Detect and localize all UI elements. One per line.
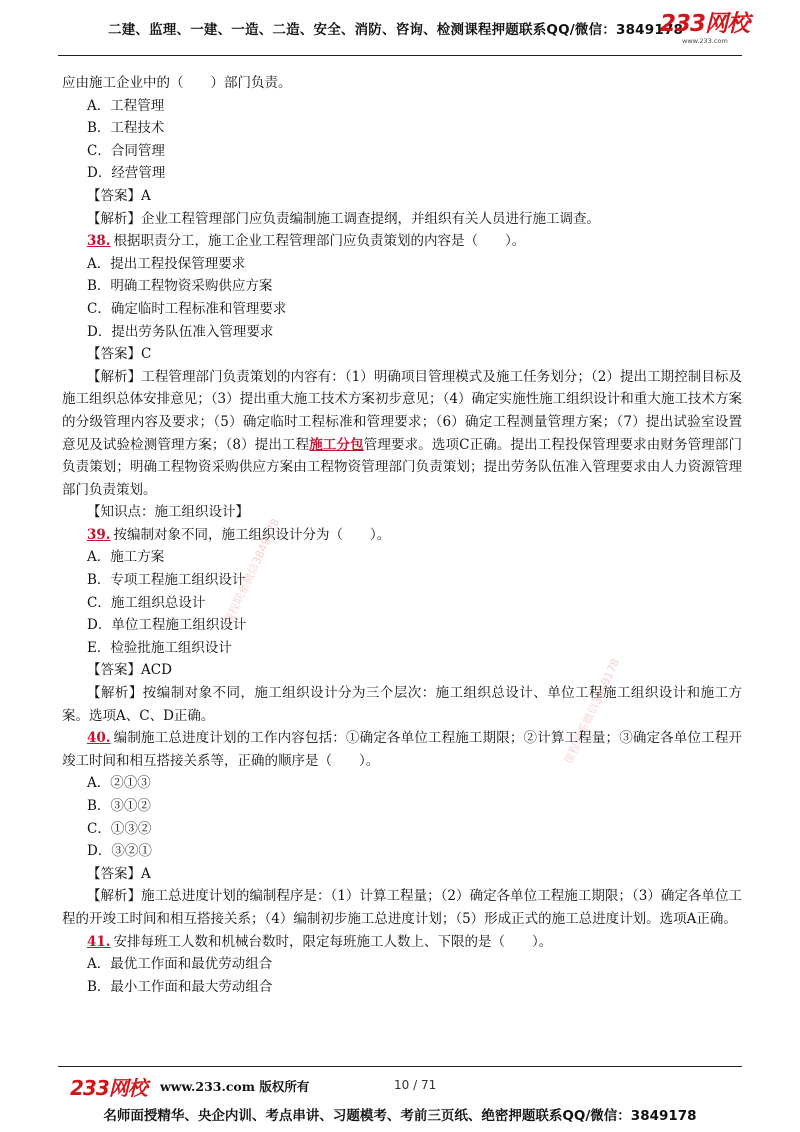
question-40-stem	[62, 727, 742, 772]
option: C．施工组织总设计	[87, 594, 206, 611]
analysis-paragraph	[62, 682, 742, 727]
question-41-stem	[62, 931, 742, 954]
answer-label: 【答案】	[87, 187, 141, 204]
analysis-paragraph	[62, 208, 742, 231]
question-text: 按编制对象不同，施工组织设计分为（ ）。	[113, 526, 391, 543]
analysis-text: 按编制对象不同，施工组织设计分为三个层次：施工组织总设计、单位工程施工组织设计和施工方案。选项A、C、D正确。	[62, 685, 743, 724]
answer-label: 【答案】	[87, 346, 141, 363]
option: B．最小工作面和最大劳动组合	[87, 978, 273, 995]
question-38-stem	[62, 230, 742, 253]
header-contact-text: 二建、监理、一建、一造、二造、安全、消防、咨询、检测课程押题联系QQ/微信：3849178	[108, 22, 684, 38]
option: C．①③②	[87, 820, 152, 837]
answer-value: ACD	[141, 662, 172, 679]
page-number: 10 / 71	[394, 1078, 437, 1092]
answer-line	[62, 659, 742, 682]
analysis-text: 企业工程管理部门应负责编制施工调查提纲，并组织有关人员进行施工调查。	[141, 210, 600, 227]
option: D．③②①	[87, 843, 152, 860]
option: A．施工方案	[87, 549, 165, 566]
option: B．专项工程施工组织设计	[87, 572, 246, 589]
question-37-stem-tail: 应由施工企业中的（ ）部门负责。	[62, 75, 292, 91]
header-divider	[58, 55, 742, 56]
answer-value: A	[141, 187, 151, 204]
analysis-paragraph	[62, 366, 742, 502]
document-body	[62, 72, 742, 998]
question-number: 38.	[87, 233, 111, 250]
option: C．确定临时工程标准和管理要求	[87, 300, 287, 317]
answer-line	[62, 343, 742, 366]
answer-value: C	[141, 346, 152, 363]
question-text: 安排每班工人数和机械台数时，限定每班施工人数上、下限的是（ ）。	[113, 933, 553, 950]
footer-divider	[58, 1066, 742, 1067]
question-number: 39.	[87, 526, 111, 543]
analysis-text: 施工总进度计划的编制程序是：（1）计算工程量；（2）确定各单位工程施工期限；（3）确定各单位工程的开竣工时间和相互搭接关系；（4）编制初步施工总进度计划；（5）形成正式的施工总进度计划。选项A正确。	[62, 888, 742, 927]
answer-label: 【答案】	[87, 662, 141, 679]
option: D．提出劳务队伍准入管理要求	[87, 323, 274, 340]
answer-value: A	[141, 865, 151, 882]
brand-logo	[660, 12, 760, 52]
option: B．③①②	[87, 798, 151, 814]
footer-contact-text: 名师面授精华、央企内训、考点串讲、习题模考、考前三页纸、绝密押题联系QQ/微信：3849178	[103, 1108, 697, 1124]
option: B．明确工程物资采购供应方案	[87, 278, 273, 295]
knowledge-point-heading: 【知识点：施工组织设计】	[87, 504, 249, 521]
analysis-label: 【解析】	[87, 368, 142, 385]
question-text: 根据职责分工，施工企业工程管理部门应负责策划的内容是（ ）。	[113, 233, 526, 250]
footer-copyright: www.233.com 版权所有	[160, 1079, 310, 1094]
analysis-paragraph	[62, 885, 742, 930]
answer-label: 【答案】	[87, 865, 141, 882]
question-number: 41.	[87, 933, 111, 950]
question-text: 编制施工总进度计划的工作内容包括：①确定各单位工程施工期限；②计算工程量；③确定各单位工程开竣工时间和相互搭接关系等，正确的顺序是（ ）。	[62, 730, 742, 769]
question-39-stem	[62, 524, 742, 547]
option: D．经营管理	[87, 165, 166, 182]
analysis-label: 【解析】	[87, 210, 141, 227]
analysis-label: 【解析】	[87, 888, 142, 905]
option: E．检验批施工组织设计	[87, 639, 232, 656]
footer-brand-logo: 233网校	[70, 1076, 147, 1100]
analysis-label: 【解析】	[87, 685, 143, 702]
question-number: 40.	[87, 730, 111, 747]
option: A．②①③	[87, 775, 151, 792]
option: C．合同管理	[87, 142, 165, 159]
brand-logo-url: www.233.com	[682, 37, 728, 45]
watermark: 课程联系微信3849178	[221, 516, 283, 627]
answer-line	[62, 863, 742, 886]
option: A．提出工程投保管理要求	[87, 255, 246, 272]
analysis-text: 管理要求。选项C正确。提出工程投保管理要求由财务管理部门负责策划；明确工程物资采购供应方案由工程物资管理部门负责策划；提出劳务队伍准入管理要求由人力资源管理部门负责策划。	[62, 436, 743, 498]
option: A．最优工作面和最优劳动组合	[87, 956, 273, 973]
option: B．工程技术	[87, 120, 165, 137]
watermark: 课程联系微信3849178	[561, 656, 623, 767]
option: A．工程管理	[87, 97, 165, 114]
analysis-text: 工程管理部门负责策划的内容有：（1）明确项目管理模式及施工任务划分；（2）提出工期控制目标及施工组织总体安排意见；（3）提出重大施工技术方案初步意见；（4）确定实施性施工组织设计和重大施工技术方案的分级管理内容及要求；（5）确定临时工程标准和管理要求；（6）确定工程测量管理方案；（7）提出试验室设置意见及试验检测管理方案；（8）提出工程	[62, 368, 743, 453]
option: D．单位工程施工组织设计	[87, 617, 247, 634]
keyword-link[interactable]: 施工分包	[309, 436, 364, 453]
answer-line	[62, 185, 742, 208]
brand-logo-mark: 233网校	[660, 11, 750, 37]
